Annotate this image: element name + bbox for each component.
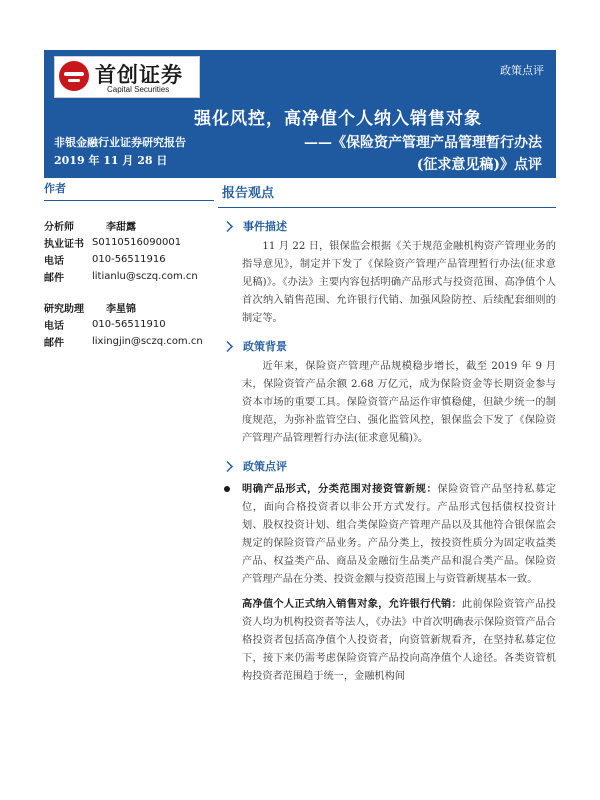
analyst-cert-label: 执业证书 [44, 239, 84, 250]
analyst-phone: 010-56511916 [92, 254, 166, 265]
assistant-phone-label: 电话 [44, 321, 64, 332]
section-background-heading [222, 338, 556, 354]
analyst-phone-label: 电话 [44, 256, 64, 267]
bullet-lead: 明确产品形式，分类范围对接资管新规： [242, 483, 438, 495]
section-event-heading [222, 218, 556, 234]
analyst-name-row [44, 217, 214, 234]
assistant-group [44, 299, 214, 350]
assistant-email[interactable]: lixingjin@sczq.com.cn [92, 336, 203, 347]
bullet-point [224, 480, 556, 589]
section-title: 政策点评 [243, 460, 287, 473]
bullet-dot-icon [224, 486, 230, 492]
author-sidebar [44, 180, 214, 350]
assistant-name: 李星锦 [106, 304, 136, 315]
analyst-role-label: 分析师 [44, 222, 74, 233]
assistant-name-row [44, 299, 214, 316]
paragraph-body: 此前保险资管产品投资人均为机构投资者等法人，《办法》中首次明确表示保险资管产品合格投资者包括高净值个人投资者，向资管新规看齐，在坚持私募定位下，接下来仍需考虑保险资管产品投向高净值个人途径。各类资管机构投资者范围趋于统一，金融机构间 [242, 599, 556, 682]
hnw-investor-paragraph [242, 595, 556, 686]
report-subtitle-line1: ——《保险资产管理产品管理暂行办法 [304, 135, 542, 151]
chevron-right-icon [222, 461, 233, 472]
paragraph-lead: 高净值个人正式纳入销售对象，允许银行代销： [242, 598, 462, 610]
report-main-title: 强化风控，高净值个人纳入销售对象 [194, 109, 482, 129]
bullet-body: 保险资管产品坚持私募定位，面向合格投资者以非公开方式发行。产品形式包括债权投资计划、股权投资计划、组合类保险资产管理产品以及其他符合银保监会规定的保险资管产品业务。产品分类上，按投资性质分为固定收益类产品、权益类产品、商品及金融衍生品类产品和混合类产品。保险资产管理产品在分类、投资金额与投资范围上与资管新规基本一致。 [242, 484, 557, 585]
analyst-cert-number: S0110516090001 [92, 237, 182, 248]
author-heading: 作者 [44, 180, 214, 201]
section-comment-heading [222, 458, 556, 474]
section-title: 政策背景 [243, 340, 287, 353]
analyst-name: 李甜露 [106, 222, 136, 233]
document-type-label: 政策点评 [500, 64, 544, 77]
assistant-phone: 010-56511910 [92, 319, 166, 330]
logo-emblem-icon [59, 61, 89, 91]
report-content [218, 180, 556, 686]
chevron-right-icon [222, 341, 233, 352]
report-type-label: 非银金融行业证券研究报告 [54, 136, 186, 149]
logo-chinese-name: 首创证券 [95, 63, 183, 87]
report-subtitle-line2: (征求意见稿)》点评 [416, 157, 542, 173]
policy-background-paragraph: 近年来，保险资产管理产品规模稳步增长，截至 2019 年 9 月末，保险资管产品余额 2.68 万亿元，成为保险资金等长期资金参与资本市场的重要工具。保险资管产品运作审慎稳健，但缺少统一的制度规范，为弥补监管空白、强化监管风控，银保监会下发了《保险资产管理产品管理暂行办法(征求意见稿)》。 [242, 361, 556, 444]
analyst-cert-row [44, 234, 214, 251]
logo-english-name: Capital Securities [107, 85, 170, 94]
report-date: 2019 年 11 月 28 日 [54, 154, 168, 167]
report-views-heading: 报告观点 [218, 180, 556, 208]
analyst-email-label: 邮件 [44, 273, 64, 284]
event-description-paragraph: 11 月 22 日，银保监会根据《关于规范金融机构资产管理业务的指导意见》，制定并下发了《保险资产管理产品管理暂行办法(征求意见稿)》。《办法》主要内容包括明确产品形式与投资范围、高净值个人首次纳入销售范围、允许银行代销、加强风险防控、后续配套细则的制定等。 [242, 241, 556, 324]
report-header-banner [44, 50, 556, 178]
company-logo [54, 56, 200, 98]
chevron-right-icon [222, 221, 233, 232]
bullet-paragraph [242, 480, 556, 589]
assistant-email-label: 邮件 [44, 338, 64, 349]
assistant-email-row [44, 333, 214, 350]
analyst-email-row [44, 268, 214, 285]
analyst-email[interactable]: litianlu@sczq.com.cn [92, 271, 198, 282]
assistant-phone-row [44, 316, 214, 333]
analyst-phone-row [44, 251, 214, 268]
section-title: 事件描述 [243, 220, 287, 233]
assistant-role-label: 研究助理 [44, 304, 84, 315]
